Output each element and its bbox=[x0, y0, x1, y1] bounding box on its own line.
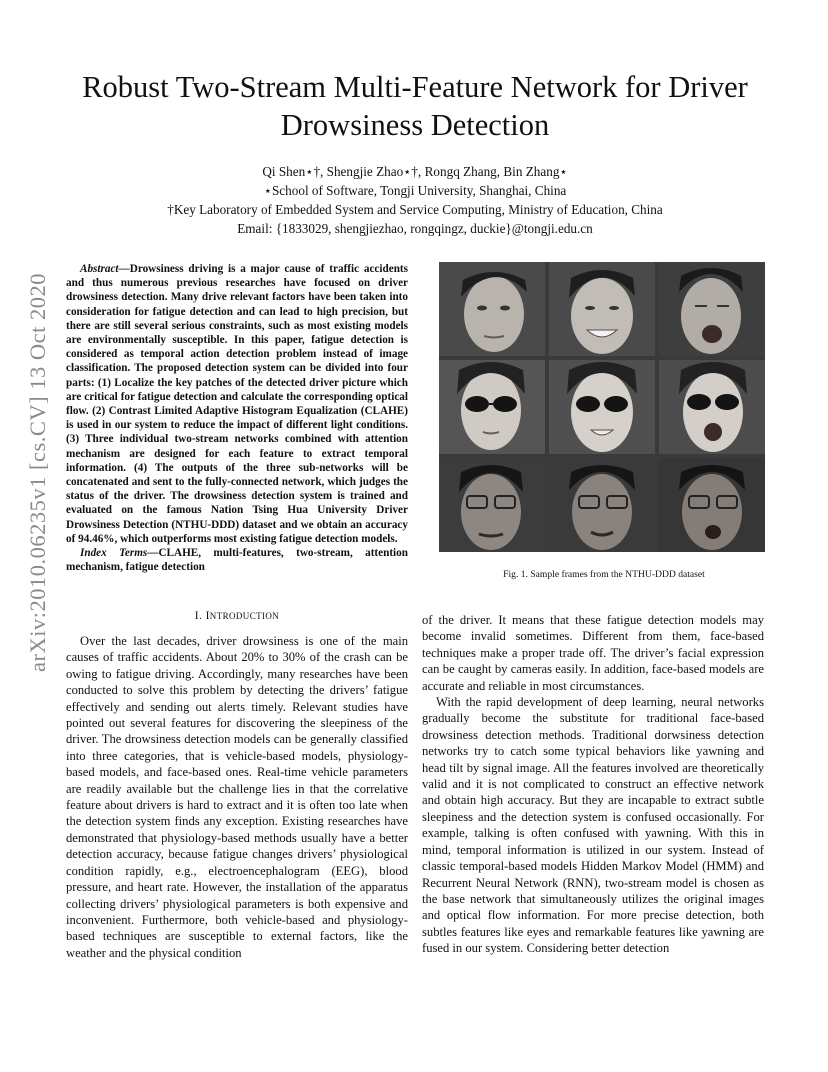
section-number: I. bbox=[194, 610, 206, 622]
index-terms-text: —CLAHE, multi-features, two-stream, attention mechanism, fatigue detection bbox=[66, 547, 408, 574]
face-image-glasses-yawning bbox=[659, 458, 765, 552]
author-block bbox=[60, 162, 770, 238]
author-names: Qi Shen⋆†, Shengjie Zhao⋆†, Rongq Zhang, Bin Zhang⋆ bbox=[262, 164, 568, 179]
arxiv-identifier: arXiv:2010.06235v1 [cs.CV] 13 Oct 2020 bbox=[25, 273, 50, 672]
section-heading-introduction bbox=[66, 610, 408, 622]
intro-paragraph-continued: of the driver. It means that these fatigue detection models may become invalid sometimes. Different from them, face-based techniques make a proper trade off. The driver’s facial expression can be caught by cameras easily. In addition, face-based models are accurate and reliable in most circumstances. bbox=[422, 613, 764, 693]
affiliation-2: †Key Laboratory of Embedded System and Service Computing, Ministry of Education, China bbox=[167, 202, 663, 217]
affiliation-1: ⋆School of Software, Tongji University, Shanghai, China bbox=[263, 183, 567, 198]
face-image-sunglasses-neutral bbox=[439, 360, 545, 454]
abstract-label: Abstract bbox=[80, 263, 119, 275]
face-image-smiling bbox=[549, 262, 655, 356]
intro-left-column bbox=[66, 633, 408, 961]
face-image-neutral bbox=[439, 262, 545, 356]
face-image-glasses-neutral bbox=[439, 458, 545, 552]
intro-right-column bbox=[422, 612, 764, 957]
index-terms bbox=[66, 546, 408, 574]
section-title-initial: I bbox=[205, 610, 210, 622]
sample-frames-figure bbox=[439, 262, 765, 552]
figure-caption: Fig. 1. Sample frames from the NTHU-DDD dataset bbox=[503, 569, 705, 580]
face-image-sunglasses-talking bbox=[549, 360, 655, 454]
face-image-glasses-talking bbox=[549, 458, 655, 552]
face-image-sunglasses-yawning bbox=[659, 360, 765, 454]
face-image-yawning bbox=[659, 262, 765, 356]
paper-title: Robust Two-Stream Multi-Feature Network for Driver Drowsiness Detection bbox=[82, 70, 748, 142]
intro-paragraph-2: With the rapid development of deep learning, neural networks gradually become the substitute for traditional face-based drowsiness detection methods. Traditional dorwsiness detection networks try to catch some typical behaviors like yawning and head tilt by signal image. All the features involved are theoretically valid and it is not complicated to construct an effective network and obtain high accuracy. But they are incapable to extract subtle sleepiness and the detection system is confused occasionally. For example, talking is often confused with yawning. With this in mind, temporal information is utilized in our system. Instead of classic temporal-based models Hidden Markov Model (HMM) and Recurrent Neural Network (RNN), two-stream model is chosen as the base network that simultaneously utilizes the original images and optical flow information. For more precise detection, both subtles features like eyes and remarkable features like yawning are fused in our system. Considering better detection bbox=[422, 695, 764, 956]
intro-paragraph-1: Over the last decades, driver drowsiness is one of the main causes of traffic accidents. About 20% to 30% of the crash can be owing to fatigue driving. Accordingly, many researches have been conducted to solve this problem by detecting the drivers’ fatigue effectively and sending out alerts timely. Relevant studies have pointed out several features for discovering the sleepiness of the driver. The drowsiness detection models can be generally classified into three categories, that is vehicle-based models, physiology-based models, and face-based ones. Real-time vehicle parameters are readily available but the challenge lies in that the correlative feature about drivers is hard to extract and it is often too late when the detection system finds any exception. Existing researches have demonstrated that physiology-based methods usually have a better detection accuracy, because fatigue changes drivers’ physiological condition rapidly, e.g., electroencephalogram (EEG), blood pressure, and heart rate. However, the installation of the apparatus collecting drivers’ physiological parameters is both expensive and inconvenient. Furthermore, both vehicle-based and physiology-based techniques are susceptible to external factors, like the weather and the physical condition bbox=[66, 634, 408, 960]
index-terms-label: Index Terms bbox=[80, 547, 148, 560]
author-email: Email: {1833029, shengjiezhao, rongqingz, duckie}@tongji.edu.cn bbox=[237, 221, 593, 236]
abstract-paragraph bbox=[66, 262, 408, 546]
abstract bbox=[66, 262, 408, 574]
abstract-text: —Drowsiness driving is a major cause of traffic accidents and thus numerous previous researches have focused on driver drowsiness detection. Many drive relevant factors have been taken into consideration for fatigue detection and can lead to high precision, but there are still several serious constraints, such as most existing models are environmentally susceptible. In this paper, fatigue detection is considered as temporal action detection problem instead of image classification. The proposed detection system can be divided into four parts: (1) Localize the key patches of the detected driver picture which are critical for fatigue detection and calculate the corresponding optical flow. (2) Contrast Limited Adaptive Histogram Equalization (CLAHE) is used in our system to reduce the impact of different light conditions. (3) Three individual two-stream networks combined with attention mechanism are designed for each feature to extract temporal information. (4) The outputs of the three sub-networks will be concatenated and sent to the fully-connected network, which judges the status of the driver. The drowsiness detection system is trained and evaluated on the famous Nation Tsing Hua University Driver Drowsiness Detection (NTHU-DDD) dataset and we obtain an accuracy of 94.46%, which outperforms most existing fatigue detection models. bbox=[66, 263, 408, 545]
section-title-rest: NTRODUCTION bbox=[209, 611, 280, 621]
